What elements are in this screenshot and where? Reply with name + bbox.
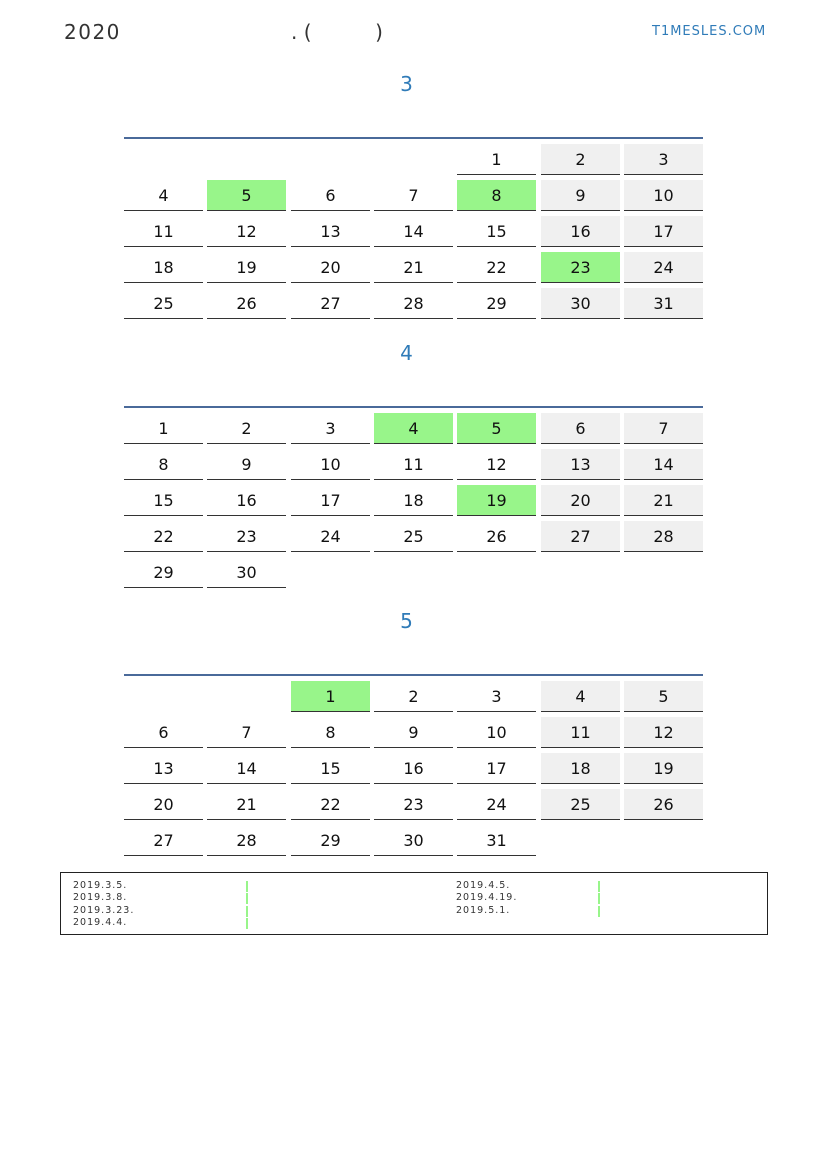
day-cell[interactable]: 20	[124, 789, 203, 820]
day-cell[interactable]: 3	[457, 681, 536, 712]
day-cell[interactable]: 27	[124, 825, 203, 856]
day-cell[interactable]: 31	[624, 288, 703, 319]
month-title: 5	[400, 609, 413, 633]
day-cell[interactable]: 9	[541, 180, 620, 211]
header-year: 2020	[64, 20, 121, 44]
day-cell[interactable]: 22	[124, 521, 203, 552]
day-cell[interactable]: 23	[374, 789, 453, 820]
day-cell[interactable]: 2	[374, 681, 453, 712]
day-cell[interactable]: 22	[457, 252, 536, 283]
legend-holiday-marker	[598, 893, 600, 904]
day-cell[interactable]: 22	[291, 789, 370, 820]
day-cell[interactable]: 25	[374, 521, 453, 552]
day-cell[interactable]: 14	[624, 449, 703, 480]
day-cell[interactable]: 12	[624, 717, 703, 748]
day-cell[interactable]: 29	[124, 557, 203, 588]
day-cell[interactable]: 8	[457, 180, 536, 211]
day-cell[interactable]: 31	[457, 825, 536, 856]
day-cell[interactable]: 12	[207, 216, 286, 247]
day-cell[interactable]: 1	[124, 413, 203, 444]
legend-holiday-marker	[246, 918, 248, 929]
day-cell[interactable]: 6	[124, 717, 203, 748]
day-cell[interactable]: 30	[541, 288, 620, 319]
day-cell[interactable]: 26	[207, 288, 286, 319]
day-cell[interactable]: 15	[457, 216, 536, 247]
day-cell[interactable]: 24	[291, 521, 370, 552]
legend-date: 2019.3.23.	[73, 904, 135, 916]
month-title: 4	[400, 341, 413, 365]
legend-holiday-marker	[246, 881, 248, 892]
month-rule	[124, 137, 703, 139]
legend-date: 2019.3.8.	[73, 892, 128, 904]
day-cell[interactable]: 24	[624, 252, 703, 283]
day-cell[interactable]: 10	[624, 180, 703, 211]
legend-date: 2019.4.19.	[456, 892, 518, 904]
day-cell[interactable]: 21	[374, 252, 453, 283]
day-cell[interactable]: 30	[207, 557, 286, 588]
legend-date: 2019.4.5.	[456, 880, 511, 891]
day-cell[interactable]: 15	[124, 485, 203, 516]
day-cell[interactable]: 26	[624, 789, 703, 820]
day-cell[interactable]: 3	[624, 144, 703, 175]
day-cell[interactable]: 18	[124, 252, 203, 283]
day-cell[interactable]: 28	[624, 521, 703, 552]
day-cell[interactable]: 4	[374, 413, 453, 444]
holiday-legend	[60, 872, 768, 935]
day-cell[interactable]: 24	[457, 789, 536, 820]
day-cell[interactable]: 18	[374, 485, 453, 516]
day-cell[interactable]: 30	[374, 825, 453, 856]
day-cell[interactable]: 1	[457, 144, 536, 175]
month-rule	[124, 674, 703, 676]
day-cell[interactable]: 9	[374, 717, 453, 748]
day-cell[interactable]: 6	[541, 413, 620, 444]
day-cell[interactable]: 25	[541, 789, 620, 820]
day-cell[interactable]: 16	[207, 485, 286, 516]
day-cell[interactable]: 14	[207, 753, 286, 784]
day-cell[interactable]: 11	[124, 216, 203, 247]
day-cell[interactable]: 16	[541, 216, 620, 247]
day-cell[interactable]: 7	[624, 413, 703, 444]
day-cell[interactable]: 10	[457, 717, 536, 748]
day-cell[interactable]: 23	[541, 252, 620, 283]
day-cell[interactable]: 7	[207, 717, 286, 748]
day-cell[interactable]: 2	[207, 413, 286, 444]
day-cell[interactable]: 21	[624, 485, 703, 516]
legend-holiday-marker	[246, 893, 248, 904]
day-cell[interactable]: 5	[457, 413, 536, 444]
day-cell[interactable]: 19	[624, 753, 703, 784]
day-cell[interactable]: 28	[207, 825, 286, 856]
legend-date: 2019.4.4.	[73, 917, 128, 929]
day-cell[interactable]: 12	[457, 449, 536, 480]
day-cell[interactable]: 5	[624, 681, 703, 712]
legend-holiday-marker	[246, 906, 248, 917]
day-cell[interactable]: 17	[624, 216, 703, 247]
day-cell[interactable]: 6	[291, 180, 370, 211]
day-cell[interactable]: 8	[124, 449, 203, 480]
day-cell[interactable]: 25	[124, 288, 203, 319]
day-cell[interactable]: 5	[207, 180, 286, 211]
day-cell[interactable]: 19	[457, 485, 536, 516]
day-cell[interactable]: 13	[291, 216, 370, 247]
day-cell[interactable]: 7	[374, 180, 453, 211]
day-cell[interactable]: 20	[291, 252, 370, 283]
day-cell[interactable]: 15	[291, 753, 370, 784]
day-cell[interactable]: 11	[541, 717, 620, 748]
day-cell[interactable]: 23	[207, 521, 286, 552]
day-cell[interactable]: 2	[541, 144, 620, 175]
day-cell[interactable]: 20	[541, 485, 620, 516]
legend-date: 2019.3.5.	[73, 880, 128, 891]
header-subtitle: . ( )	[291, 20, 383, 44]
legend-holiday-marker	[598, 881, 600, 892]
day-cell[interactable]: 28	[374, 288, 453, 319]
day-cell[interactable]: 9	[207, 449, 286, 480]
day-cell[interactable]: 27	[291, 288, 370, 319]
day-cell[interactable]: 8	[291, 717, 370, 748]
day-cell[interactable]: 3	[291, 413, 370, 444]
day-cell[interactable]: 29	[291, 825, 370, 856]
day-cell[interactable]: 27	[541, 521, 620, 552]
day-cell[interactable]: 4	[124, 180, 203, 211]
day-cell[interactable]: 13	[124, 753, 203, 784]
day-cell[interactable]: 21	[207, 789, 286, 820]
legend-date: 2019.5.1.	[456, 904, 511, 916]
legend-holiday-marker	[598, 906, 600, 917]
day-cell[interactable]: 13	[541, 449, 620, 480]
day-cell[interactable]: 18	[541, 753, 620, 784]
month-title: 3	[400, 72, 413, 96]
day-cell[interactable]: 19	[207, 252, 286, 283]
day-cell[interactable]: 26	[457, 521, 536, 552]
day-cell[interactable]: 1	[291, 681, 370, 712]
site-link[interactable]: T1MESLES.COM	[652, 24, 767, 39]
day-cell[interactable]: 17	[291, 485, 370, 516]
month-rule	[124, 406, 703, 408]
day-cell[interactable]: 14	[374, 216, 453, 247]
day-cell[interactable]: 29	[457, 288, 536, 319]
day-cell[interactable]: 4	[541, 681, 620, 712]
day-cell[interactable]: 11	[374, 449, 453, 480]
day-cell[interactable]: 10	[291, 449, 370, 480]
day-cell[interactable]: 16	[374, 753, 453, 784]
day-cell[interactable]: 17	[457, 753, 536, 784]
